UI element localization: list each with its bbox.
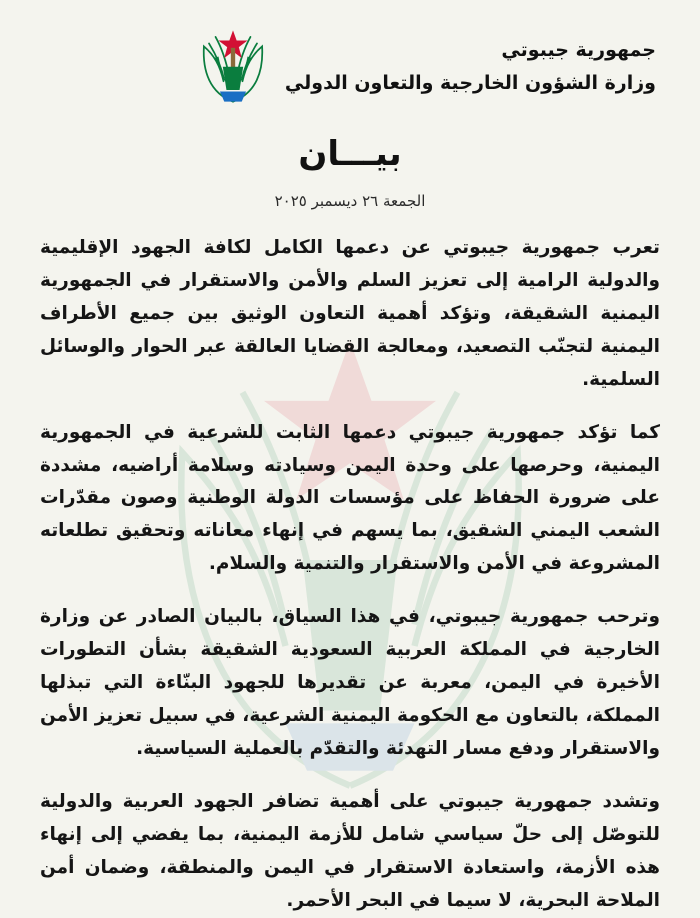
statement-paragraph: وترحب جمهورية جيبوتي، في هذا السياق، بالبيان الصادر عن وزارة الخارجية في المملكة العربية السعودية الشقيقة بشأن التطورات الأخيرة في اليمن، معربة عن تقديرها للجهود البنّاءة التي تبذلها المملكة، بالتعاون مع الحكومة اليمنية الشرعية، في سبيل تعزيز الأمن والاستقرار ودفع مسار التهدئة والتقدّم بالعملية السياسية.	[40, 606, 660, 759]
country-name: جمهورية جيبوتي	[501, 39, 656, 61]
document-header	[34, 18, 666, 110]
ministry-name: وزارة الشؤون الخارجية والتعاون الدولي	[284, 71, 656, 94]
statement-body	[34, 232, 666, 918]
statement-paragraph: تعرب جمهورية جيبوتي عن دعمها الكامل لكافة الجهود الإقليمية والدولية الرامية إلى تعزيز السلم والأمن والاستقرار في الجمهورية اليمنية الشقيقة، وتؤكد أهمية التعاون الوثيق بين جميع الأطراف اليمنية لتجنّب التصعيد، ومعالجة القضايا العالقة عبر الحوار والوسائل السلمية.	[40, 237, 660, 390]
page-title: بيـــان	[298, 134, 402, 174]
document-date: الجمعة ٢٦ ديسمبر ٢٠٢٥	[274, 192, 426, 210]
djibouti-national-emblem-icon	[195, 26, 271, 106]
statement-paragraph: وتشدد جمهورية جيبوتي على أهمية تضافر الجهود العربية والدولية للتوصّل إلى حلّ سياسي شامل للأزمة اليمنية، بما يفضي إلى إنهاء هذه الأزمة، واستعادة الاستقرار في اليمن والمنطقة، وضمان أمن الملاحة البحرية، لا سيما في البحر الأحمر.	[40, 790, 660, 911]
statement-paragraph: كما تؤكد جمهورية جيبوتي دعمها الثابت للشرعية في الجمهورية اليمنية، وحرصها على وحدة اليمن وسيادته وسلامة أراضيه، مشددة على ضرورة الحفاظ على مؤسسات الدولة الوطنية وصون مقدّرات الشعب اليمني الشقيق، بما يسهم في إنهاء معاناته وتحقيق تطلعاته المشروعة في الأمن والاستقرار والتنمية والسلام.	[40, 421, 660, 575]
ministry-heading	[285, 24, 656, 97]
